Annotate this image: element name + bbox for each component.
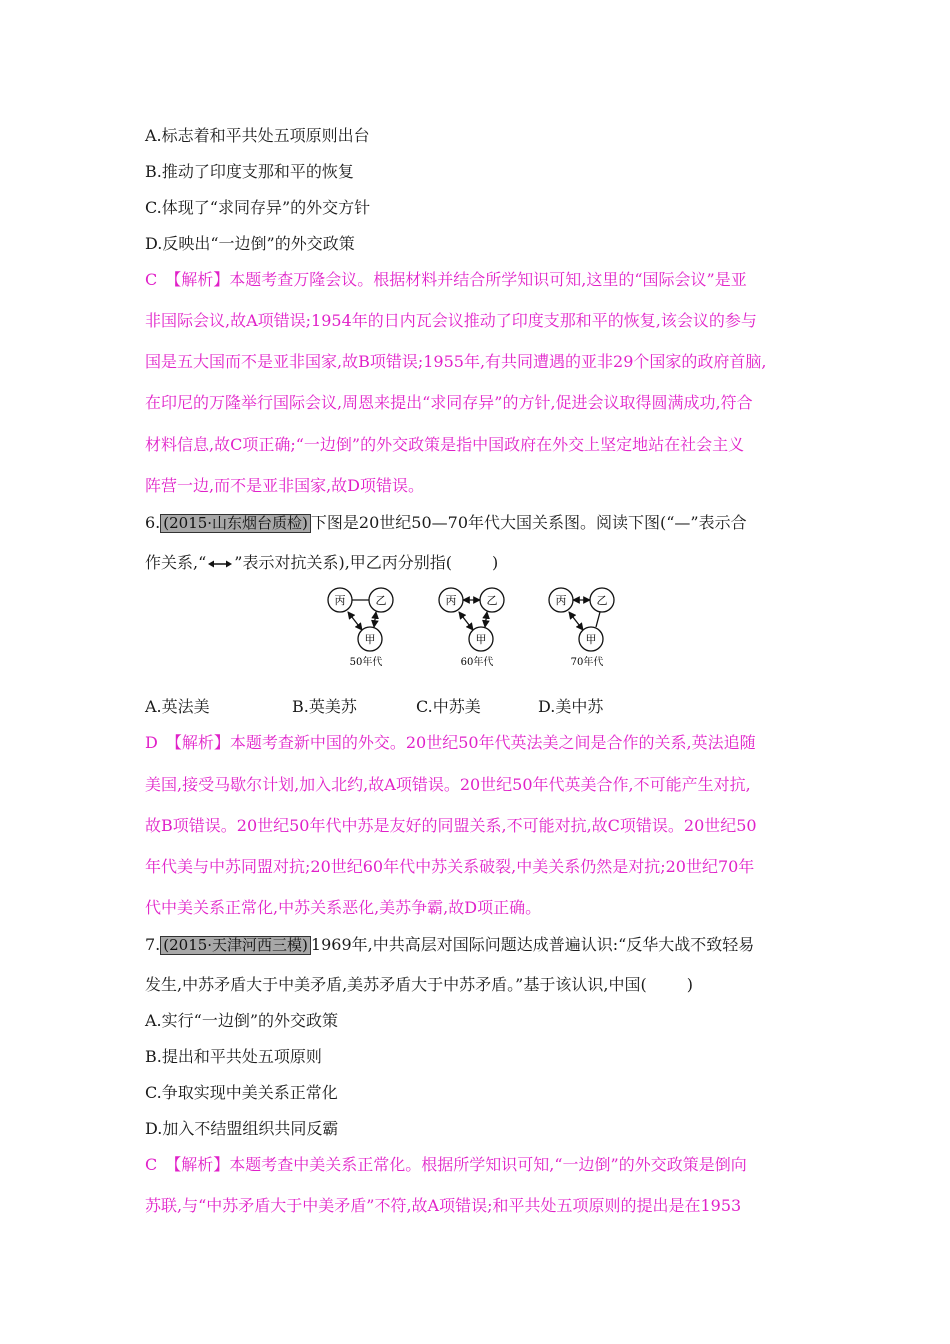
q7-option-a: A.实行“一边倒”的外交政策 — [145, 1011, 339, 1030]
q7-stem-line-1 — [145, 935, 754, 955]
q6-option-a: A.英法美 — [145, 697, 210, 716]
node-label: 丙 — [555, 594, 567, 607]
q6-explanation-line: 年代美与中苏同盟对抗;20世纪60年代中苏关系破裂,中美关系仍然是对抗;20世纪70年 — [145, 857, 755, 876]
q6-option-b: B.英美苏 — [292, 697, 357, 716]
diagram-70s — [549, 588, 614, 668]
node-label: 甲 — [364, 633, 376, 646]
q6-number: 6. — [145, 513, 161, 532]
q6-stem-text: 下图是20世纪50—70年代大国关系图。阅读下图(“—”表示合 — [310, 513, 747, 532]
q7-option-b: B.提出和平共处五项原则 — [145, 1047, 322, 1066]
q6-explanation-line: 代中美关系正常化,中苏关系恶化,美苏争霸,故D项正确。 — [145, 898, 542, 917]
node-label: 乙 — [486, 594, 498, 607]
q6-explanation-line: 故B项错误。20世纪50年代中苏是友好的同盟关系,不可能对抗,故C项错误。20世纪50 — [145, 816, 757, 835]
node-label: 丙 — [334, 594, 346, 607]
q6-stem-line-2: 作关系,“ ”表示对抗关系),甲乙丙分别指( ) — [145, 553, 499, 572]
node-label: 甲 — [585, 633, 597, 646]
q7-source-tag: (2015·天津河西三模) — [160, 936, 311, 955]
q5-explanation-line: 在印尼的万隆举行国际会议,周恩来提出“求同存异”的方针,促进会议取得圆满成功,符合 — [145, 393, 753, 412]
relations-diagram — [320, 583, 640, 675]
node-label: 乙 — [596, 594, 608, 607]
q7-explanation-line: C 【解析】本题考查中美关系正常化。根据所学知识可知,“一边倒”的外交政策是倒向 — [145, 1155, 747, 1174]
node-label: 乙 — [375, 594, 387, 607]
q7-stem-text: 1969年,中共高层对国际问题达成普遍认识:“反华大战不致轻易 — [310, 935, 755, 954]
q7-explanation-line: 苏联,与“中苏矛盾大于中美矛盾”不符,故A项错误;和平共处五项原则的提出是在1953 — [145, 1196, 742, 1215]
q7-number: 7. — [145, 935, 161, 954]
q6-option-d: D.美中苏 — [538, 697, 604, 716]
diagram-50s — [328, 588, 393, 668]
diagram-caption: 50年代 — [349, 657, 383, 668]
q5-option-d: D.反映出“一边倒”的外交政策 — [145, 234, 355, 253]
q5-explanation-line: C 【解析】本题考查万隆会议。根据材料并结合所学知识可知,这里的“国际会议”是亚 — [145, 270, 747, 289]
q5-option-c: C.体现了“求同存异”的外交方针 — [145, 198, 371, 217]
q5-option-a: A.标志着和平共处五项原则出台 — [145, 126, 370, 145]
diagram-60s — [439, 588, 504, 668]
q5-explanation-line: 阵营一边,而不是亚非国家,故D项错误。 — [145, 476, 425, 495]
q5-explanation-line: 国是五大国而不是亚非国家,故B项错误;1955年,有共同遭遇的亚非29个国家的政府首脑, — [145, 352, 767, 371]
q6-explanation-line: D 【解析】本题考查新中国的外交。20世纪50年代英法美之间是合作的关系,英法追随 — [145, 733, 756, 752]
q6-stem-line-1 — [145, 513, 747, 533]
diagram-caption: 60年代 — [460, 657, 494, 668]
q6-source-tag: (2015·山东烟台质检) — [160, 514, 311, 533]
node-label: 甲 — [475, 633, 487, 646]
q5-explanation-line: 非国际会议,故A项错误;1954年的日内瓦会议推动了印度支那和平的恢复,该会议的参与 — [145, 311, 757, 330]
q6-option-c: C.中苏美 — [416, 697, 481, 716]
q5-option-b: B.推动了印度支那和平的恢复 — [145, 162, 354, 181]
diagram-caption: 70年代 — [570, 657, 604, 668]
q7-option-d: D.加入不结盟组织共同反霸 — [145, 1119, 339, 1138]
q7-option-c: C.争取实现中美关系正常化 — [145, 1083, 338, 1102]
q5-explanation-line: 材料信息,故C项正确;“一边倒”的外交政策是指中国政府在外交上坚定地站在社会主义 — [145, 435, 745, 454]
node-label: 丙 — [445, 594, 457, 607]
q6-explanation-line: 美国,接受马歇尔计划,加入北约,故A项错误。20世纪50年代英美合作,不可能产生对抗, — [145, 775, 751, 794]
q7-stem-line-2: 发生,中苏矛盾大于中美矛盾,美苏矛盾大于中苏矛盾。”基于该认识,中国( ) — [145, 975, 693, 994]
double-arrow-icon — [207, 558, 233, 570]
